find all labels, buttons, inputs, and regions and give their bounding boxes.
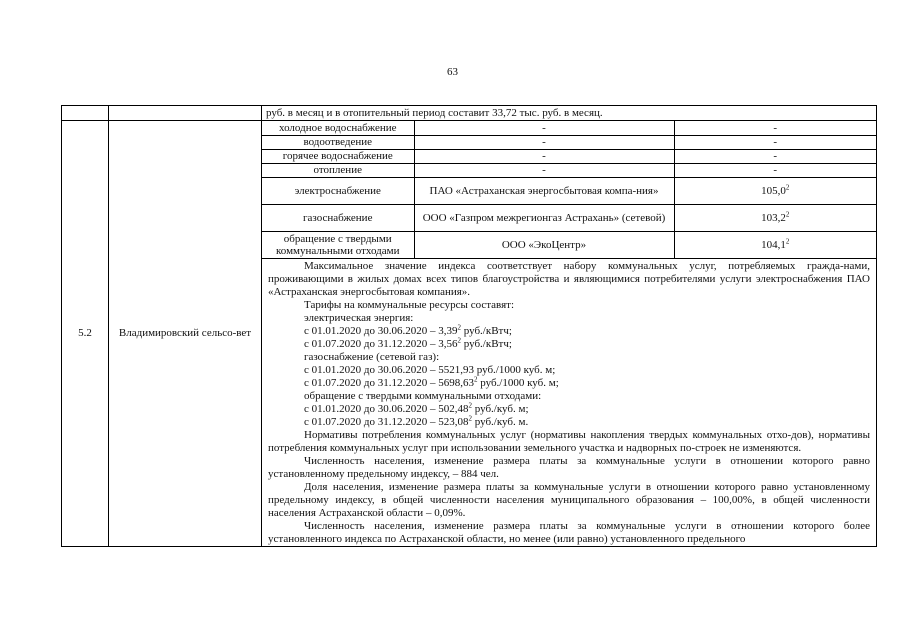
- service-row: [262, 163, 876, 177]
- service-name: холодное водоснабжение: [262, 121, 414, 135]
- paragraph: [268, 299, 870, 312]
- paragraph-text: с 01.01.2020 до 30.06.2020 – 502,48: [304, 403, 469, 415]
- paragraph: [268, 416, 870, 429]
- service-index: [674, 121, 876, 135]
- service-index: [674, 231, 876, 258]
- paragraph-tail: руб./1000 куб. м;: [477, 377, 559, 389]
- paragraph-text: Численность населения, изменение размера платы за коммунальные услуги в отношении которого равно установленному предельному индексу, – 884 чел.: [268, 455, 870, 480]
- services-table: [262, 121, 876, 258]
- service-provider: -: [414, 163, 674, 177]
- service-row: [262, 135, 876, 149]
- footnote-mark: 2: [457, 323, 461, 332]
- service-row: [262, 204, 876, 231]
- service-provider: -: [414, 135, 674, 149]
- paragraph-text: газоснабжение (сетевой газ):: [304, 351, 440, 363]
- paragraph: [268, 364, 870, 377]
- paragraph-tail: руб./куб. м.: [471, 416, 529, 428]
- paragraph: [268, 403, 870, 416]
- paragraph-text: обращение с твердыми коммунальными отходами:: [304, 390, 542, 402]
- index-value: -: [773, 121, 778, 134]
- service-row: [262, 149, 876, 163]
- paragraph-tail: руб./кВтч;: [460, 325, 512, 337]
- service-name: отопление: [262, 163, 414, 177]
- service-provider: ПАО «Астраханская энергосбытовая компа-ния»: [414, 177, 674, 204]
- paragraph: [268, 520, 870, 546]
- service-index: [674, 163, 876, 177]
- service-provider: -: [414, 149, 674, 163]
- municipality-name: Владимировский сельсо-вет: [109, 121, 262, 547]
- paragraph-text: с 01.01.2020 до 30.06.2020 – 5521,93 руб./1000 куб. м;: [304, 364, 556, 376]
- continuation-row: [62, 106, 877, 121]
- service-index: [674, 204, 876, 231]
- paragraph-text: Численность населения, изменение размера платы за коммунальные услуги в отношении которого более установленного индекса по Астраханской области, но менее (или равно) установленного предельного: [268, 520, 870, 545]
- description-text: [262, 259, 877, 547]
- empty-cell: [109, 106, 262, 121]
- paragraph-text: Доля населения, изменение размера платы за коммунальные услуги в отношении которого равно установленному предельному индексу, в общей численности населения муниципального образования – 100,00%, в общей численности населения Астраханской области – 0,09%.: [268, 481, 870, 519]
- paragraph-text: Тарифы на коммунальные ресурсы составят:: [304, 299, 515, 311]
- paragraph-text: с 01.07.2020 до 31.12.2020 – 5698,63: [304, 377, 474, 389]
- footnote-mark: 2: [785, 182, 790, 191]
- paragraph: [268, 260, 870, 299]
- paragraph: [268, 312, 870, 325]
- paragraph-text: с 01.01.2020 до 30.06.2020 – 3,39: [304, 325, 458, 337]
- service-row: [262, 121, 876, 135]
- index-value: -: [773, 136, 778, 148]
- paragraph: [268, 455, 870, 481]
- footnote-mark: 2: [468, 414, 472, 423]
- paragraph: [268, 390, 870, 403]
- municipal-table: [61, 105, 877, 547]
- service-row: [262, 231, 876, 258]
- continuation-text: руб. в месяц и в отопительный период составит 33,72 тыс. руб. в месяц.: [262, 106, 877, 121]
- service-row: [262, 177, 876, 204]
- page-number: 63: [447, 66, 458, 78]
- footnote-mark: 2: [457, 336, 461, 345]
- index-value: 105,0: [761, 184, 786, 197]
- paragraph: [268, 325, 870, 338]
- paragraph-text: Максимальное значение индекса соответствует набору коммунальных услуг, потребляемых гражда-нами, проживающими в жилых домах всех типов благоустройства и являющимися потребителями услуги электроснабжения ПАО «Астраханская энергосбытовая компания».: [268, 260, 870, 298]
- empty-cell: [62, 106, 109, 121]
- row-number: 5.2: [62, 121, 109, 547]
- service-name: электроснабжение: [262, 177, 414, 204]
- service-index: [674, 149, 876, 163]
- services-cell: [262, 121, 877, 259]
- footnote-mark: 2: [473, 375, 478, 384]
- paragraph-tail: руб./куб. м;: [471, 403, 529, 415]
- service-name: горячее водоснабжение: [262, 149, 414, 163]
- paragraph-text: с 01.07.2020 до 31.12.2020 – 3,56: [304, 338, 458, 350]
- paragraph: [268, 429, 870, 455]
- service-name: обращение с твердыми коммунальными отходами: [262, 231, 414, 258]
- service-provider: ООО «Газпром межрегионгаз Астрахань» (сетевой): [414, 204, 674, 231]
- service-index: [674, 135, 876, 149]
- index-value: -: [773, 164, 778, 176]
- paragraph: [268, 481, 870, 520]
- service-provider: ООО «ЭкоЦентр»: [414, 231, 674, 258]
- paragraph: [268, 338, 870, 351]
- paragraph: [268, 377, 870, 390]
- index-value: 104,1: [761, 238, 786, 251]
- footnote-mark: 2: [785, 209, 790, 218]
- paragraph-text: Нормативы потребления коммунальных услуг (нормативы накопления твердых коммунальных отхо-дов), нормативы потребления коммунальных услуг при использовании земельного участка и надворных по-строек не изменяются.: [268, 429, 870, 454]
- service-provider: -: [414, 121, 674, 135]
- municipality-row: [62, 121, 877, 259]
- index-value: 103,2: [761, 211, 786, 224]
- paragraph: [268, 351, 870, 364]
- paragraph-tail: руб./кВтч;: [460, 338, 512, 350]
- service-name: газоснабжение: [262, 204, 414, 231]
- service-name: водоотведение: [262, 135, 414, 149]
- index-value: -: [773, 150, 778, 162]
- paragraph-text: с 01.07.2020 до 31.12.2020 – 523,08: [304, 416, 469, 428]
- footnote-mark: 2: [468, 401, 472, 410]
- footnote-mark: 2: [785, 237, 790, 246]
- paragraph-text: электрическая энергия:: [304, 312, 414, 324]
- service-index: [674, 177, 876, 204]
